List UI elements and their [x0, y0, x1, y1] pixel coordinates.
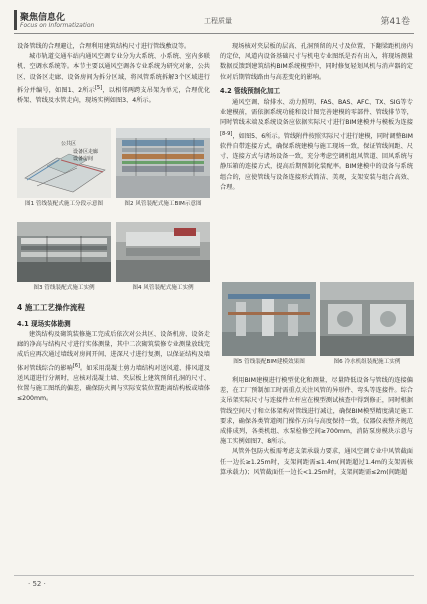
paragraph: 风管外包防火板需考虑支架承载力要求，通风空调专业中风管截面任一边长≥1.25m时，支架间距需≤1.4m(间距超过1.4m的支架需核算承载力)；风管截面任一边长<1.25m时，支架间距需≤2m(间距超 — [220, 448, 413, 476]
brand-bar — [14, 10, 17, 30]
journal-column-title: 聚焦信息化 — [20, 13, 66, 23]
diagram-label-public-area: 公共区 — [61, 141, 77, 147]
page-header — [14, 8, 414, 34]
diagram-label-corridor: 设备区走廊 — [73, 149, 99, 155]
paragraph: 利用BIM建模进行模型优化和测量，尽量降低设备与管线的连接偏差，在工厂预制加工时需重点关注风管的异形件、弯头等连接件。综合支吊架实际尺寸与连接件立杆应在模型测试核查中得到修正，同时根据管线空间尺寸和立体架构对管线进行减让，确保BIM模型精度满足施工要求，确保各类管道阀门操作方向与高度保持一致，仪器仪表整齐规范成排成列，各类机组、水泵检修空间≥700mm，消防泵房模块示意与施工实例如图7、8所示。 — [220, 377, 413, 446]
figure-4-caption: 图4 风管装配式施工实例 — [132, 285, 194, 291]
bim-pipe-model — [222, 282, 316, 356]
citation: [5] — [94, 84, 103, 91]
paragraph: 现场核对夹层板的层高、孔洞预留的尺寸及位置，下翻梁距机房内的定位，风道内设备基础尺寸与机电专业图纸是否有出入，将现场测量数据反馈到建筑结构BIM系统模型中，同时修复轻划风机与消声器的定位对后期管线路由与高差变化的影响。 — [220, 43, 413, 81]
chiller-photo — [320, 282, 414, 356]
section-4-heading: 4 施工工艺操作流程 — [17, 303, 85, 312]
figure-2-caption: 图2 风管装配式施工BIM示意图 — [124, 201, 202, 207]
figure-6-image — [320, 282, 414, 356]
figure-4-image — [116, 222, 210, 282]
citation: [6] — [72, 362, 81, 369]
ceiling-pipeline-photo — [17, 222, 111, 282]
footer-rule — [14, 575, 414, 576]
section-name: 工程质量 — [204, 17, 232, 25]
duct-photo — [116, 222, 210, 282]
figure-6-caption: 图6 冷水机组装配施工实例 — [333, 359, 401, 365]
figure-5-caption: 图5 管线装配BIM建模效果图 — [233, 359, 305, 365]
volume-number: 第41卷 — [380, 17, 410, 27]
diagram-label-equipment-room: 设备房间 — [73, 156, 94, 162]
journal-column-subtitle: Focus on Informatization — [20, 22, 95, 29]
figure-3-caption: 图3 管线装配式施工实例 — [33, 285, 95, 291]
right-bottom-text — [220, 376, 413, 478]
section-4-1-heading: 4.1 现场实体勘测 — [17, 320, 71, 328]
paragraph: 建筑结构及砌筑装修施工完成后依次对公共区、设备机房、设备走廊的净高与结构尺寸进行实体测量，其中二次砌筑装修专业测量放线完成后应再次通过墙线对房间开间、进深尺寸进行复测，以保证结构及墙体对管线综合的影响[6]。如采用混凝土剪力墙结构对送风道、排风道及送风道进行分割时，应核对混凝土墙、夹层板上建筑预留孔洞的尺寸、位置与施工图纸的偏差，确保防火阀与实际安装位置距离结构板或墙体≤200mm。 — [17, 331, 211, 403]
section-4-2-heading: 4.2 管线预制化加工 — [220, 86, 281, 95]
bim-model-render — [116, 128, 210, 198]
paragraph: 城市轨道交通车站内通风空调专业分为大系统、小系统、室内多联机、空调水系统等。本节主要以通风空调各专业系统为研究对象，公共区、设备区走廊、设备房间为拆分区域，将风管系统拆解3个区域进行拆分并编号，如图1、2所示[5]，以相邻两跨支吊架为单元，合理优化桥架、管线及水管走向，现场实例如图3、4所示。 — [17, 53, 211, 105]
figure-1-image — [17, 128, 111, 198]
paragraph: 通风空调、给排水、动力照明、FAS、BAS、AFC、TX、SIG等专业建模前，需依据系统功能和设计图完善建模的零部件、管线排节等，同时管线末端及系统设备应依据实际尺寸进行BIM建模并与模板为连接[8-9]，如图5、6所示。管线附件按照实际尺寸进行建模，同时调整BIM软件自带连接方式，确保系统建模与施工现场一致，保证管线间距、尺寸、连接方式与诸场设备一致，充分考虑空调机组风管道、回风系统与静压箱的连接方式，提高后期预制化装配率。BIM建模中的设备与系统组合的，应使管线与设备连接形式简洁、美观，支架安装与组合高效、合理。 — [220, 99, 413, 191]
figure-2-image — [116, 128, 210, 198]
left-bottom-text — [17, 330, 210, 404]
right-column — [220, 42, 413, 193]
figure-1-caption: 图1 管线装配式施工分段示意图 — [24, 201, 104, 207]
paragraph: 设备管线的合理避让，合理利用建筑结构尺寸进行管线敷设等。 — [17, 43, 191, 50]
left-column — [17, 42, 210, 106]
page-number: · 52 · — [28, 580, 46, 588]
segment-diagram — [17, 128, 111, 198]
citation: [8-9] — [220, 130, 233, 137]
figure-5-image — [222, 282, 316, 356]
figure-3-image — [17, 222, 111, 282]
